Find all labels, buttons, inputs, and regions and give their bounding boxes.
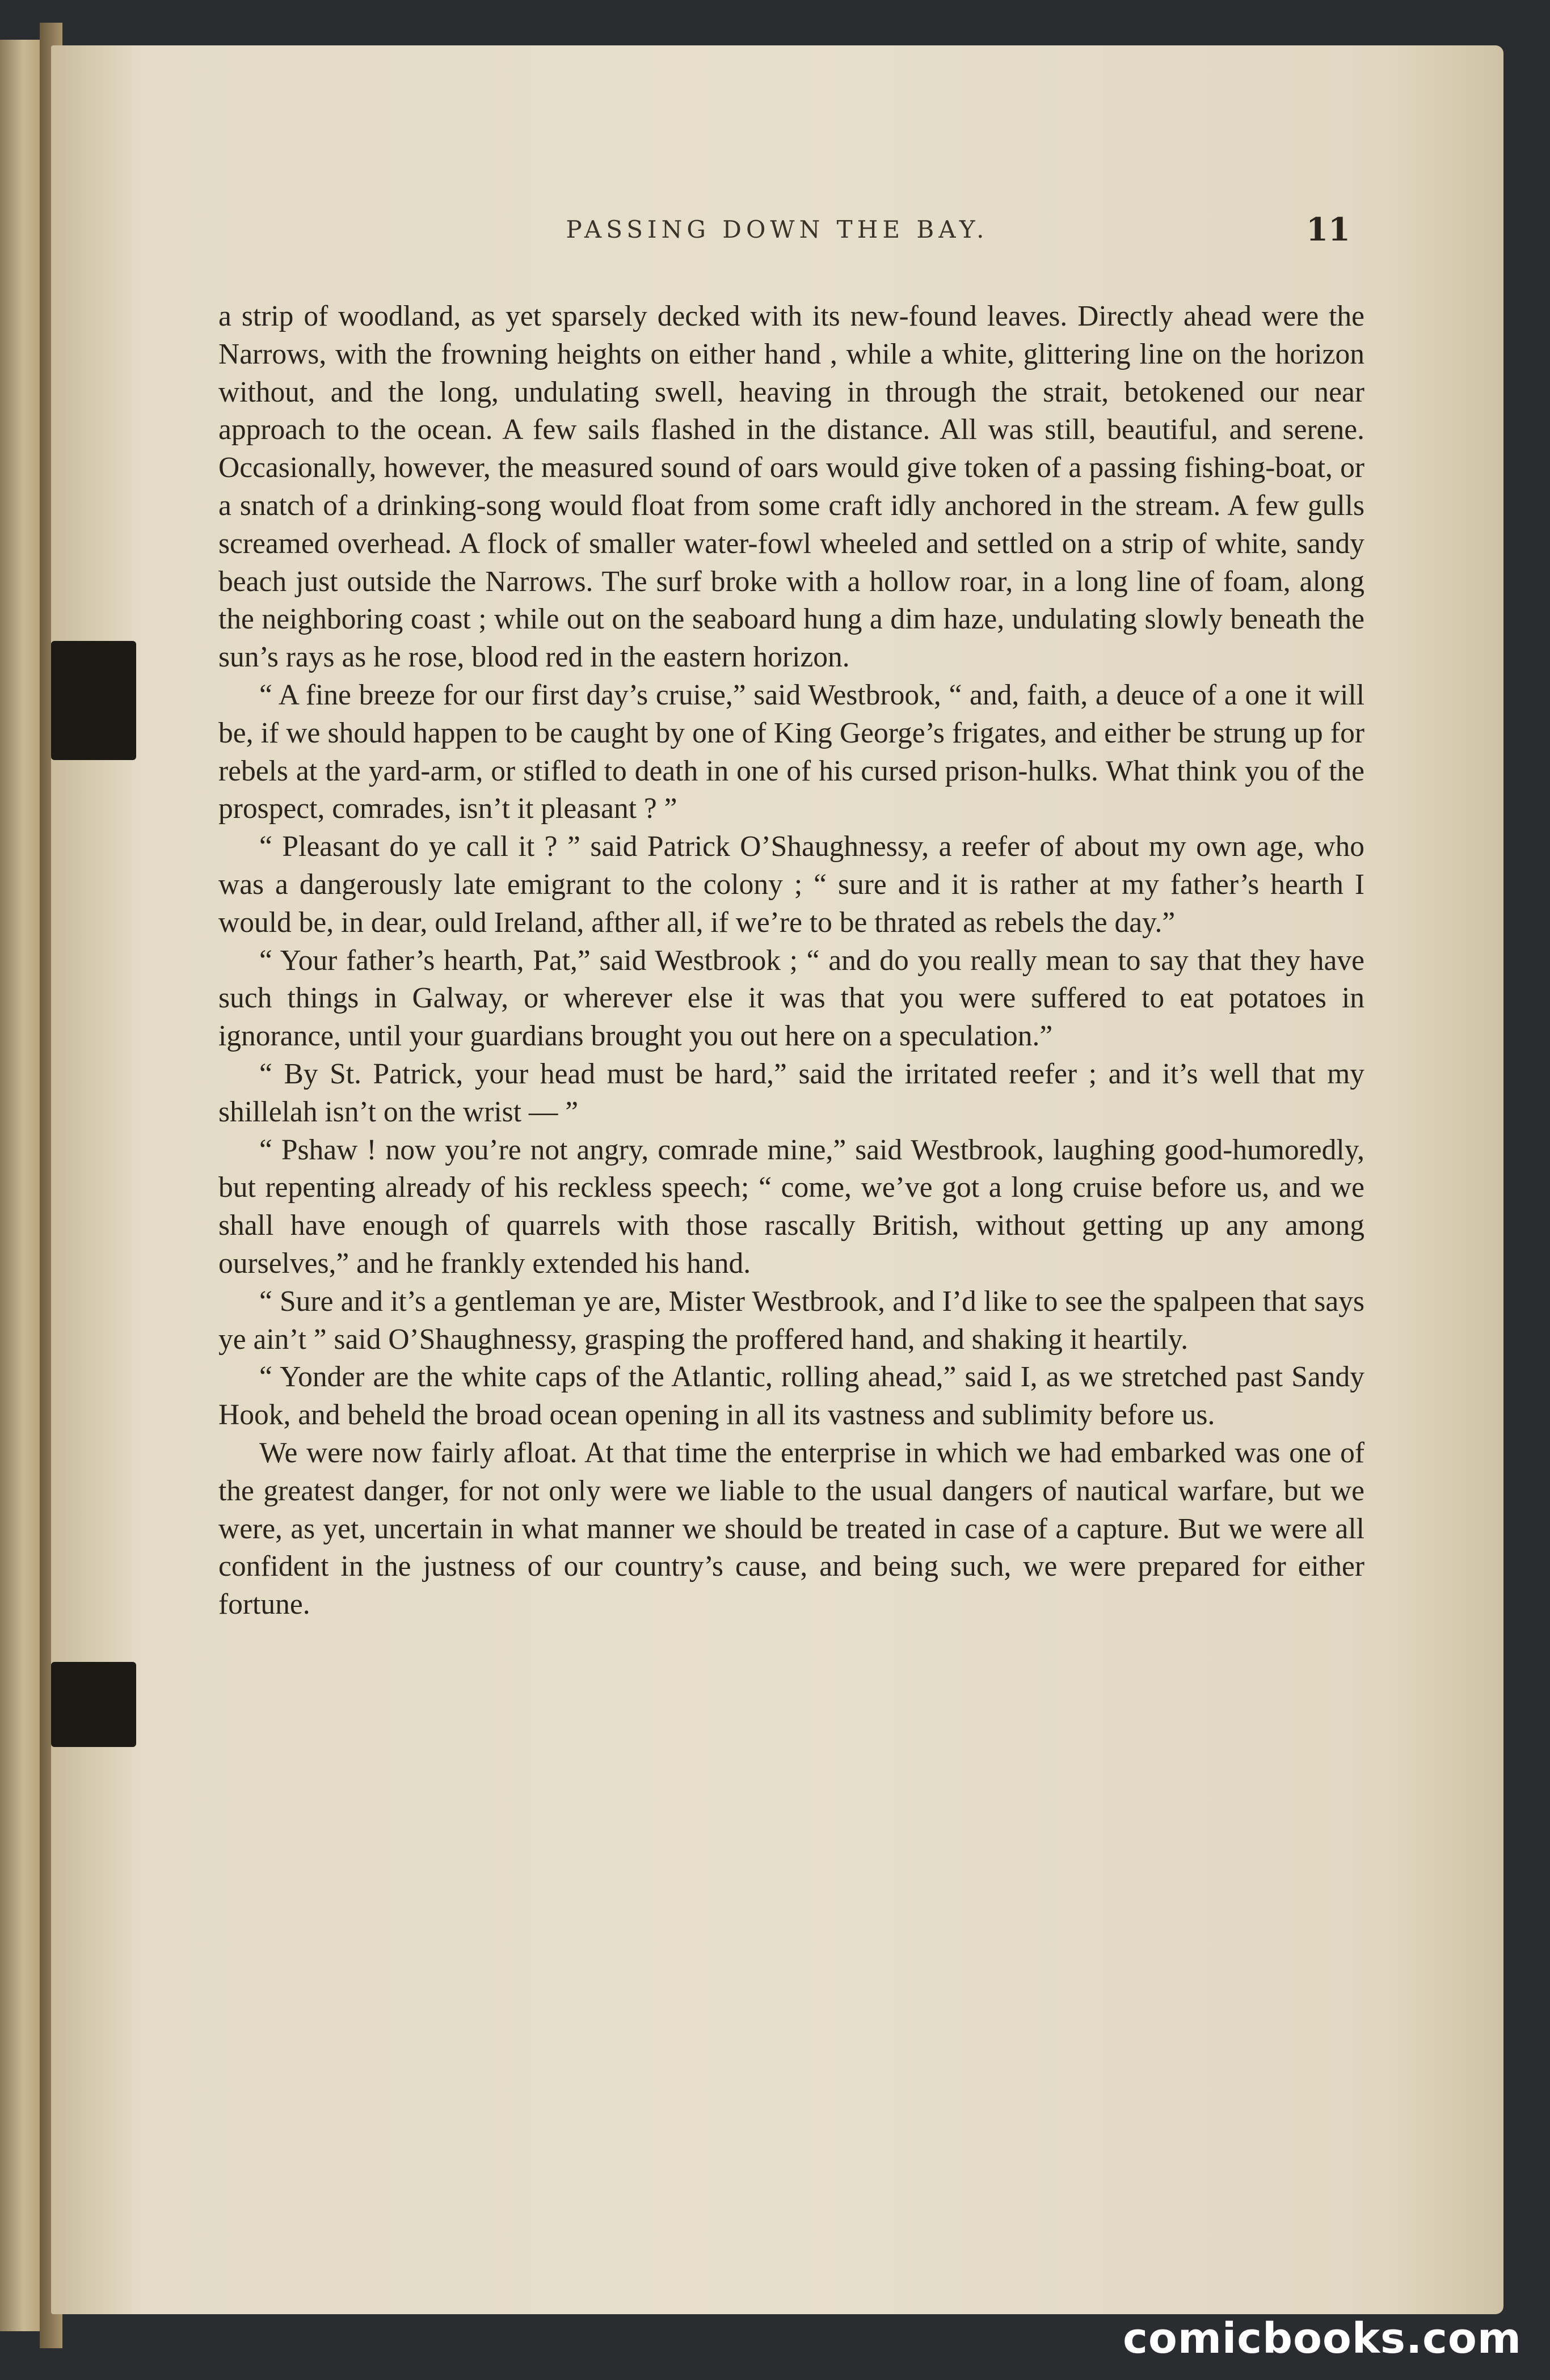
paragraph: “ Your father’s hearth, Pat,” said Westbrook ; “ and do you really mean to say that they have such things in Galway, or wherever else it was that you were suffered to eat potatoes in ignorance, until your guardians brought you out here on a speculation.” — [218, 944, 1364, 1053]
running-title: PASSING DOWN THE BAY. — [566, 216, 989, 243]
paragraph: a strip of woodland, as yet sparsely decked with its new-found leaves. Directly ahead were the Narrows, with the frowning heights on either hand , while a white, glittering line on the horizon without, and the long, undulating swell, heaving in through the strait, betokened our near approach to the ocean. A few sails flashed in the distance. All was still, beautiful, and serene. Occasionally, however, the measured sound of oars would give token of a passing fishing-boat, or a snatch of a drinking-song would float from some craft idly anchored in the stream. A few gulls screamed overhead. A flock of smaller water-fowl wheeled and settled on a strip of white, sandy beach just outside the Narrows. The surf broke with a hollow roar, in a long line of foam, along the neighboring coast ; while out on the seaboard hung a dim haze, undulating slowly beneath the sun’s rays as he rose, blood red in the eastern horizon. — [218, 300, 1364, 674]
facing-page-edge — [0, 40, 40, 2331]
paragraph: “ Yonder are the white caps of the Atlantic, rolling ahead,” said I, as we stretched past Sandy Hook, and beheld the broad ocean opening in all its vastness and sublimity before us. — [218, 1361, 1364, 1432]
paragraph: “ Pshaw ! now you’re not angry, comrade mine,” said Westbrook, laughing good-humoredly, but repenting already of his reckless speech; “ come, we’ve got a long cruise before us, and we shall have enough of quarrels with those rascally British, without getting up any among ourselves,” and he frankly extended his hand. — [218, 1133, 1364, 1280]
binding-tape-mark — [51, 641, 136, 760]
binding-tape-mark — [51, 1662, 136, 1747]
paragraph: “ Pleasant do ye call it ? ” said Patrick O’Shaughnessy, a reefer of about my own age, who was a dangerously late emigrant to the colony ; “ sure and it is rather at my father’s hearth I would be, in dear, ould Ireland, afther all, if we’re to be thrated as rebels the day.” — [218, 830, 1364, 939]
book-page — [51, 45, 1503, 2314]
body-text — [218, 298, 1364, 1624]
paragraph: “ By St. Patrick, your head must be hard,” said the irritated reefer ; and it’s well that my shillelah isn’t on the wrist — ” — [218, 1057, 1364, 1128]
page-number: 11 — [1306, 211, 1350, 248]
site-watermark: comicbooks.com — [1123, 2314, 1522, 2363]
paragraph: “ A fine breeze for our first day’s cruise,” said Westbrook, “ and, faith, a deuce of a one it will be, if we should happen to be caught by one of King George’s frigates, and either be strung up for rebels at the yard-arm, or stifled to death in one of his cursed prison-hulks. What think you of the prospect, comrades, isn’t it pleasant ? ” — [218, 678, 1364, 825]
paragraph: “ Sure and it’s a gentleman ye are, Mister Westbrook, and I’d like to see the spalpeen that says ye ain’t ” said O’Shaughnessy, grasping the proffered hand, and shaking it heartily. — [218, 1285, 1364, 1356]
running-header — [51, 211, 1503, 261]
paragraph: We were now fairly afloat. At that time the enterprise in which we had embarked was one of the greatest danger, for not only were we liable to the usual dangers of nautical warfare, but we were, as yet, uncertain in what manner we should be treated in case of a capture. But we were all confident in the justness of our country’s cause, and being such, we were prepared for either fortune. — [218, 1436, 1364, 1621]
